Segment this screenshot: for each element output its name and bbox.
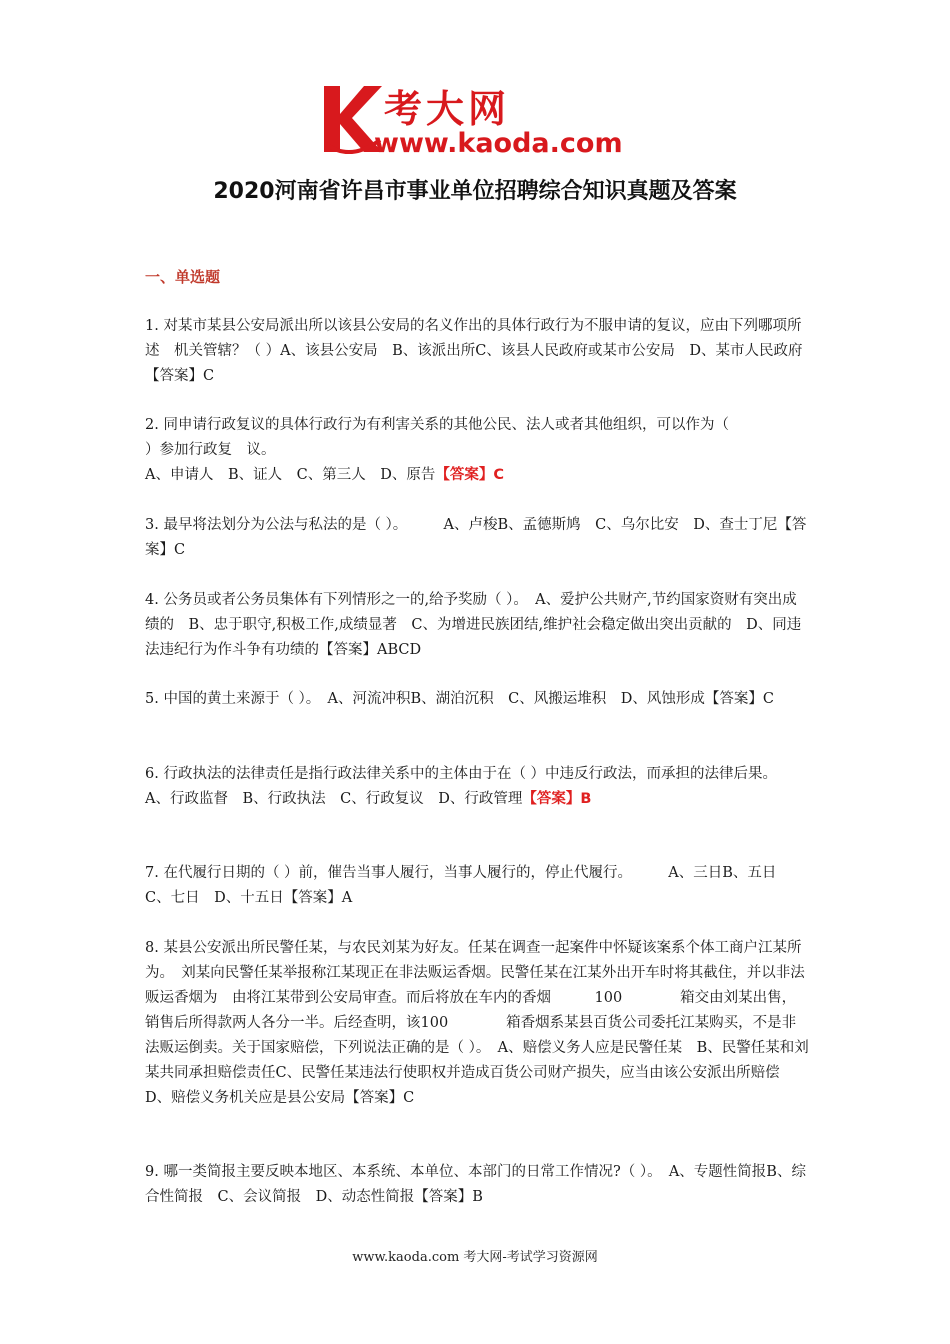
question-text: 9. 哪一类简报主要反映本地区、本系统、本单位、本部门的日常工作情况?（ ）。 A、专题性简报B、综合性简报 C、会议简报 D、动态性简报【答案】B <box>145 1164 806 1205</box>
question-5 <box>145 687 810 712</box>
question-9 <box>145 1160 810 1210</box>
question-8 <box>145 936 810 1111</box>
page-footer: www.kaoda.com 考大网-考试学习资源网 <box>352 1250 598 1265</box>
question-text: 2. 同申请行政复议的具体行政行为有利害关系的其他公民、法人或者其他组织，可以作为（ ）参加行政复 议。 <box>145 417 831 458</box>
logo-chinese-text: 考大网 <box>384 87 511 131</box>
question-text: 4. 公务员或者公务员集体有下列情形之一的,给予奖励（ ）。 A、爱护公共财产,节约国家资财有突出成绩的 B、忠于职守,积极工作,成绩显著 C、为增进民族团结,维护社会稳定做出突出贡献的 D、同违法违纪行为作斗争有功绩的【答案】ABCD <box>145 592 802 658</box>
question-text: 8. 某县公安派出所民警任某，与农民刘某为好友。任某在调查一起案件中怀疑该案系个体工商户江某所为。 刘某向民警任某举报称江某现正在非法贩运香烟。民警任某在江某外出开车时将其截住，并以非法贩运香烟为 由将江某带到公安局审查。而后将放在车内的香烟 100 箱交由刘某出售，销售后所得款两人各分一半。后经查明，该100 箱香烟系某县百货公司委托江某购买，不是非法贩运倒卖。关于国家赔偿，下列说法正确的是（ ）。 A、赔偿义务人应是民警任某 B、民警任某和刘某共同承担赔偿责任C、民警任某违法行使职权并造成百货公司财产损失，应当由该公安派出所赔偿 D、赔偿义务机关应是县公安局【答案】C <box>145 940 809 1106</box>
question-7 <box>145 861 810 911</box>
section-heading: 一、单选题 <box>145 268 221 286</box>
question-1 <box>145 314 810 389</box>
logo-url-text: www.kaoda.com <box>374 128 623 159</box>
question-options: A、申请人 B、证人 C、第三人 D、原告 <box>145 467 436 483</box>
question-text: 5. 中国的黄土来源于（ ）。 A、河流冲积B、湖泊沉积 C、风搬运堆积 D、风蚀形成【答案】C <box>145 691 774 707</box>
question-text: 3. 最早将法划分为公法与私法的是（ ）。 A、卢梭B、孟德斯鸠 C、乌尔比安 D、查士丁尼【答案】C <box>145 517 807 558</box>
question-3 <box>145 513 810 563</box>
answer-label: 【答案】B <box>522 791 592 807</box>
kaoda-logo <box>320 78 640 162</box>
answer-label: 【答案】C <box>435 467 505 483</box>
question-6 <box>145 762 810 812</box>
question-text: 7. 在代履行日期的（ ）前，催告当事人履行，当事人履行的，停止代履行。 A、三日B、五日 C、七日 D、十五日【答案】A <box>145 865 791 906</box>
question-text: 6. 行政执法的法律责任是指行政法律关系中的主体由于在（ ）中违反行政法，而承担的法律后果。 <box>145 766 778 782</box>
question-text: 1. 对某市某县公安局派出所以该县公安局的名义作出的具体行政行为不服申请的复议，应由下列哪项所述 机关管辖？（ ）A、该县公安局 B、该派出所C、该县人民政府或某市公安局 D、某市人民政府【答案】C <box>145 318 803 384</box>
question-4 <box>145 588 810 663</box>
question-options: A、行政监督 B、行政执法 C、行政复议 D、行政管理 <box>145 791 523 807</box>
question-2 <box>145 413 831 488</box>
page-title: 2020河南省许昌市事业单位招聘综合知识真题及答案 <box>213 179 737 204</box>
